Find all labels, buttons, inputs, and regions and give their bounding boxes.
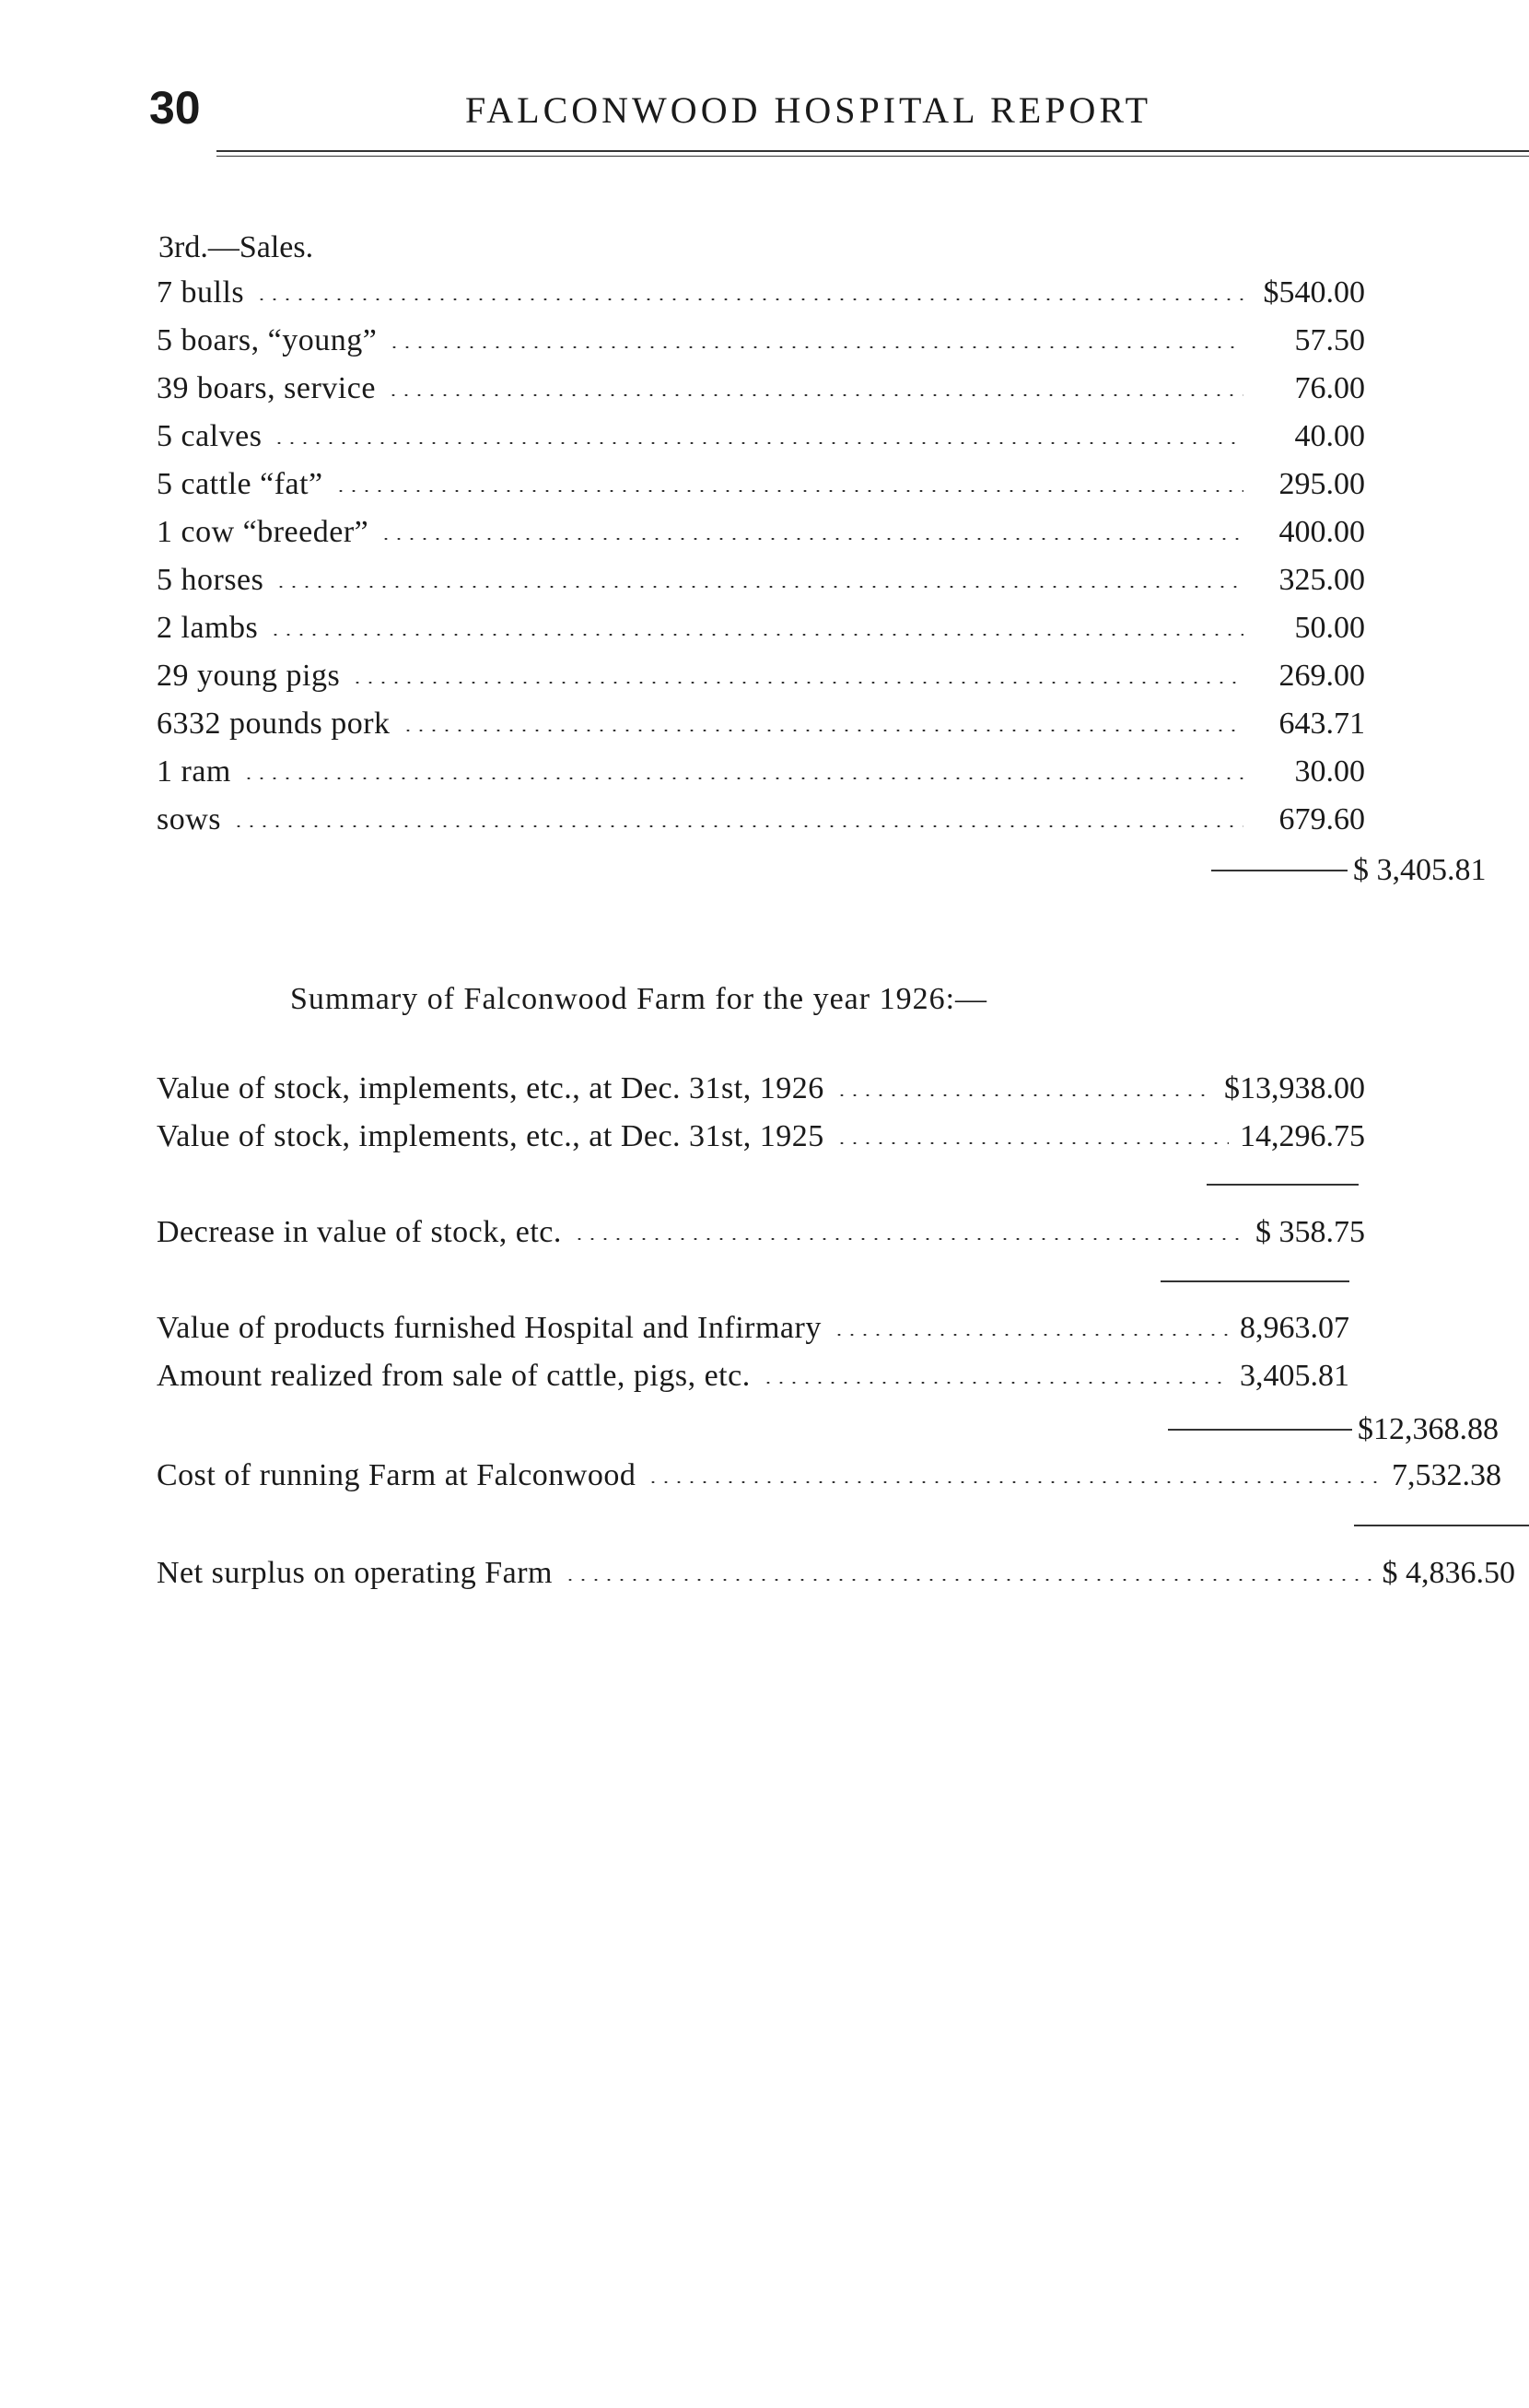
sales-row (157, 562, 1365, 599)
summary-amount: $ 358.75 (1255, 1215, 1365, 1249)
sales-item-amount: 269.00 (1278, 659, 1365, 693)
sales-item-label: 5 calves (157, 419, 263, 453)
dot-leader (647, 1481, 1380, 1483)
dot-leader (835, 1142, 1229, 1144)
summary-amount: 3,405.81 (1240, 1359, 1349, 1393)
dot-leader (762, 1382, 1228, 1384)
dot-leader (242, 777, 1243, 779)
total-rule (1211, 870, 1348, 871)
summary-heading: Summary of Falconwood Farm for the year 1926:— (290, 982, 988, 1016)
sales-item-amount: $540.00 (1263, 275, 1365, 310)
sales-row (157, 658, 1365, 695)
sales-total-amount: $ 3,405.81 (1353, 853, 1487, 887)
summary-amount: 14,296.75 (1240, 1119, 1365, 1153)
dot-leader (388, 346, 1243, 348)
dot-leader (232, 825, 1243, 827)
sales-item-label: sows (157, 802, 222, 836)
sales-row (157, 754, 1365, 790)
dot-leader (255, 298, 1243, 300)
sales-item-label: 1 ram (157, 754, 231, 789)
combined-total (1168, 1411, 1529, 1448)
dot-leader (387, 394, 1243, 396)
sales-row (157, 466, 1365, 503)
summary-amount: 8,963.07 (1240, 1311, 1349, 1345)
total-rule (1168, 1429, 1352, 1431)
summary-row (157, 1358, 1349, 1395)
header-rule (216, 150, 1529, 152)
summary-label: Value of stock, implements, etc., at Dec. 31st, 1926 (157, 1071, 824, 1105)
dot-leader (274, 586, 1243, 588)
sales-item-label: 5 cattle “fat” (157, 467, 323, 501)
sales-item-label: 2 lambs (157, 611, 259, 645)
sales-total (1211, 852, 1529, 889)
sales-item-amount: 295.00 (1278, 467, 1365, 501)
dot-leader (833, 1334, 1228, 1336)
sales-item-label: 6332 pounds pork (157, 707, 391, 741)
sales-row (157, 275, 1365, 311)
running-head: FALCONWOOD HOSPITAL REPORT (465, 89, 1152, 131)
summary-row (157, 1457, 1501, 1494)
sales-item-amount: 57.50 (1294, 323, 1365, 357)
sales-item-amount: 40.00 (1294, 419, 1365, 453)
summary-label: Value of products furnished Hospital and Infirmary (157, 1311, 822, 1345)
sales-row (157, 801, 1365, 838)
sales-item-label: 39 boars, service (157, 371, 376, 405)
dot-leader (269, 634, 1243, 636)
summary-label: Cost of running Farm at Falconwood (157, 1458, 636, 1492)
sales-row (157, 514, 1365, 551)
dot-leader (379, 538, 1243, 540)
combined-total-amount: $12,368.88 (1358, 1412, 1499, 1446)
header-rule-secondary (216, 156, 1529, 157)
sales-item-amount: 679.60 (1278, 802, 1365, 836)
summary-row (157, 1214, 1365, 1251)
summary-row (157, 1118, 1365, 1155)
dot-leader (402, 730, 1243, 731)
sales-item-label: 1 cow “breeder” (157, 515, 369, 549)
dot-leader (835, 1094, 1213, 1096)
dot-leader (273, 442, 1243, 444)
dot-leader (573, 1238, 1243, 1240)
sales-item-label: 7 bulls (157, 275, 245, 310)
sales-heading: 3rd.—Sales. (158, 230, 314, 264)
dot-leader (564, 1579, 1371, 1581)
sales-item-amount: 325.00 (1278, 563, 1365, 597)
summary-amount: 7,532.38 (1392, 1458, 1501, 1492)
sales-row (157, 706, 1365, 742)
sales-item-amount: 30.00 (1294, 754, 1365, 789)
summary-row (157, 1555, 1515, 1592)
summary-row (157, 1310, 1349, 1347)
dot-leader (334, 490, 1243, 492)
sales-row (157, 610, 1365, 647)
summary-amount: $ 4,836.50 (1382, 1556, 1515, 1590)
page-number: 30 (149, 82, 201, 134)
sales-row (157, 322, 1365, 359)
sales-item-amount: 50.00 (1294, 611, 1365, 645)
subtotal-rule (1354, 1525, 1529, 1526)
sales-row (157, 418, 1365, 455)
sales-item-amount: 400.00 (1278, 515, 1365, 549)
sales-item-amount: 643.71 (1278, 707, 1365, 741)
subtotal-rule (1161, 1280, 1349, 1282)
sales-item-label: 29 young pigs (157, 659, 341, 693)
sales-item-label: 5 horses (157, 563, 264, 597)
summary-label: Net surplus on operating Farm (157, 1556, 553, 1590)
summary-amount: $13,938.00 (1224, 1071, 1365, 1105)
summary-label: Decrease in value of stock, etc. (157, 1215, 562, 1249)
sales-row (157, 370, 1365, 407)
sales-item-label: 5 boars, “young” (157, 323, 378, 357)
summary-label: Value of stock, implements, etc., at Dec. 31st, 1925 (157, 1119, 824, 1153)
summary-row (157, 1070, 1365, 1107)
summary-label: Amount realized from sale of cattle, pigs, etc. (157, 1359, 751, 1393)
sales-item-amount: 76.00 (1294, 371, 1365, 405)
subtotal-rule (1207, 1184, 1359, 1186)
dot-leader (351, 682, 1243, 684)
